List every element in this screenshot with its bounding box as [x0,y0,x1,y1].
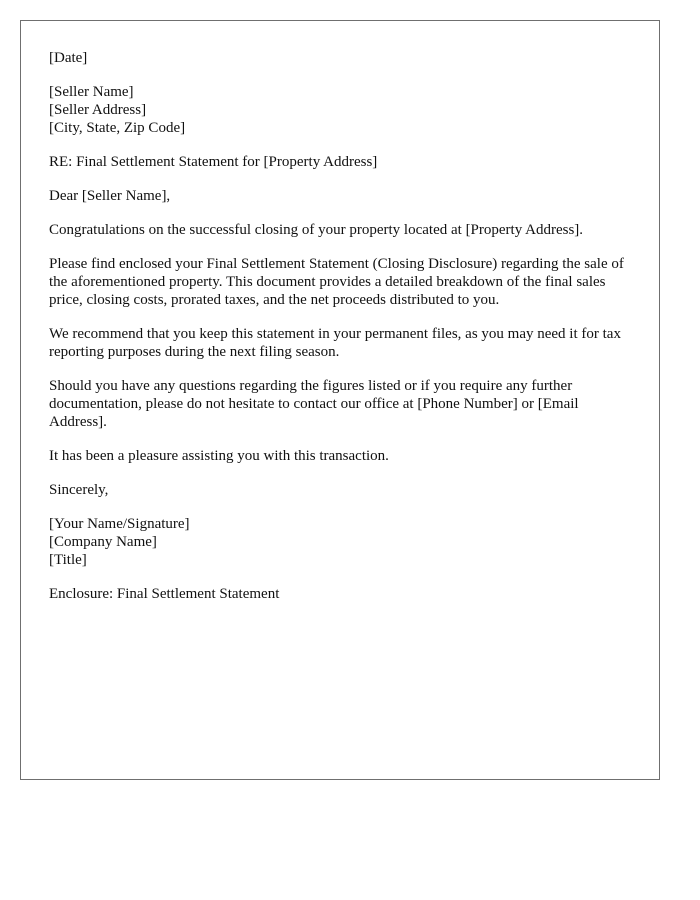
paragraph-recordkeeping: We recommend that you keep this statement in your permanent files, as you may need it for tax reporting purposes during the next filing season. [49,326,621,360]
recipient-city-state-zip: [City, State, Zip Code] [49,120,186,136]
signature-name: [Your Name/Signature] [49,516,190,532]
signature-company: [Company Name] [49,534,157,550]
paragraph-congratulations: Congratulations on the successful closing of your property located at [Property Address]. [49,222,584,238]
date-text: [Date] [49,50,88,66]
signature-block [49,515,624,569]
closing: Sincerely, [49,482,109,498]
date-line [49,49,624,67]
paragraph-thanks: It has been a pleasure assisting you with this transaction. [49,448,389,464]
recipient-street-address: [Seller Address] [49,102,147,118]
enclosure-line: Enclosure: Final Settlement Statement [49,586,280,602]
salutation: Dear [Seller Name], [49,188,171,204]
recipient-address [49,83,624,137]
paragraph-enclosure-details: Please find enclosed your Final Settlement Statement (Closing Disclosure) regarding the sale of the aforementioned property. This document provides a detailed breakdown of the final sales price, closing costs, prorated taxes, and the net proceeds distributed to you. [49,256,624,308]
subject-line: RE: Final Settlement Statement for [Property Address] [49,154,378,170]
letter-body [49,49,624,619]
recipient-name: [Seller Name] [49,84,134,100]
paragraph-contact: Should you have any questions regarding the figures listed or if you require any further documentation, please do not hesitate to contact our office at [Phone Number] or [Email Address]. [49,378,579,430]
signature-title: [Title] [49,552,87,568]
letter-page [20,20,660,780]
